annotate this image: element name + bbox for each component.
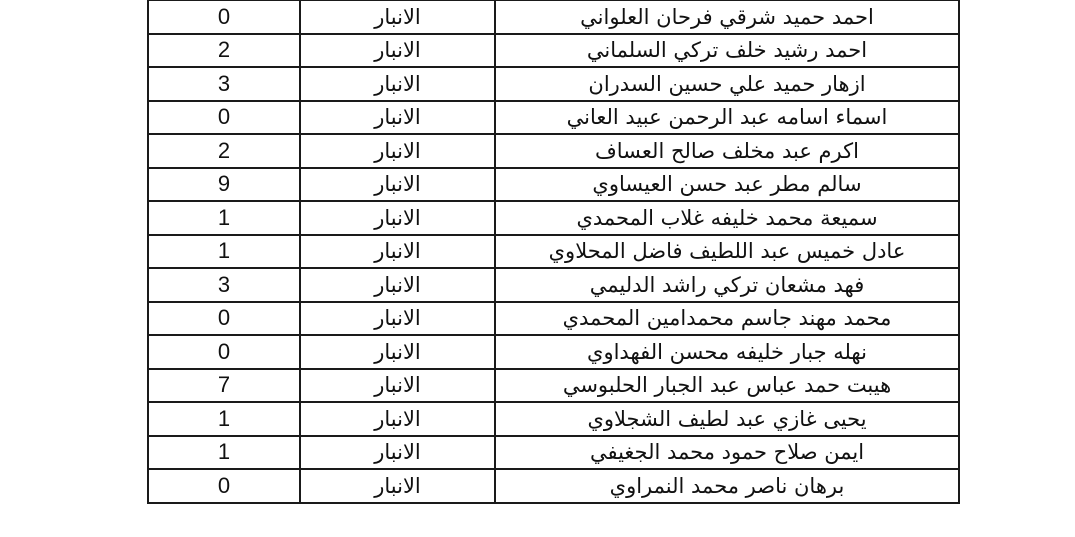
count-cell: 3 [148,67,300,101]
table-body [148,0,959,503]
governorate-cell: الانبار [300,268,495,302]
governorate-cell: الانبار [300,469,495,503]
table-row [148,34,959,68]
table-row [148,0,959,34]
governorate-cell: الانبار [300,168,495,202]
name-cell: يحيى غازي عبد لطيف الشجلاوي [495,402,959,436]
count-cell: 2 [148,134,300,168]
governorate-cell: الانبار [300,436,495,470]
table-row [148,335,959,369]
governorate-cell: الانبار [300,369,495,403]
table-row [148,134,959,168]
table-row [148,168,959,202]
count-cell: 1 [148,436,300,470]
count-cell: 0 [148,335,300,369]
governorate-cell: الانبار [300,302,495,336]
table-row [148,268,959,302]
count-cell: 0 [148,302,300,336]
count-cell: 2 [148,34,300,68]
count-cell: 1 [148,402,300,436]
name-cell: سميعة محمد خليفه غلاب المحمدي [495,201,959,235]
governorate-cell: الانبار [300,101,495,135]
governorate-cell: الانبار [300,402,495,436]
table-row [148,302,959,336]
table-row [148,436,959,470]
name-cell: اسماء اسامه عبد الرحمن عبيد العاني [495,101,959,135]
count-cell: 3 [148,268,300,302]
table-row [148,402,959,436]
name-cell: ايمن صلاح حمود محمد الجغيفي [495,436,959,470]
count-cell: 0 [148,469,300,503]
name-cell: اكرم عبد مخلف صالح العساف [495,134,959,168]
count-cell: 1 [148,201,300,235]
name-cell: عادل خميس عبد اللطيف فاضل المحلاوي [495,235,959,269]
name-cell: ازهار حميد علي حسين السدران [495,67,959,101]
count-cell: 0 [148,101,300,135]
governorate-cell: الانبار [300,0,495,34]
name-cell: برهان ناصر محمد النمراوي [495,469,959,503]
name-cell: فهد مشعان تركي راشد الدليمي [495,268,959,302]
governorate-cell: الانبار [300,67,495,101]
names-table [147,0,960,504]
count-cell: 0 [148,0,300,34]
table-row [148,235,959,269]
table-row [148,201,959,235]
count-cell: 9 [148,168,300,202]
table-row [148,101,959,135]
name-cell: احمد رشيد خلف تركي السلماني [495,34,959,68]
name-cell: سالم مطر عبد حسن العيساوي [495,168,959,202]
governorate-cell: الانبار [300,134,495,168]
governorate-cell: الانبار [300,34,495,68]
name-cell: احمد حميد شرقي فرحان العلواني [495,0,959,34]
governorate-cell: الانبار [300,201,495,235]
count-cell: 7 [148,369,300,403]
table-row [148,469,959,503]
governorate-cell: الانبار [300,235,495,269]
table-row [148,67,959,101]
name-cell: نهله جبار خليفه محسن الفهداوي [495,335,959,369]
governorate-cell: الانبار [300,335,495,369]
name-cell: هيبت حمد عباس عبد الجبار الحلبوسي [495,369,959,403]
count-cell: 1 [148,235,300,269]
table-row [148,369,959,403]
name-cell: محمد مهند جاسم محمدامين المحمدي [495,302,959,336]
